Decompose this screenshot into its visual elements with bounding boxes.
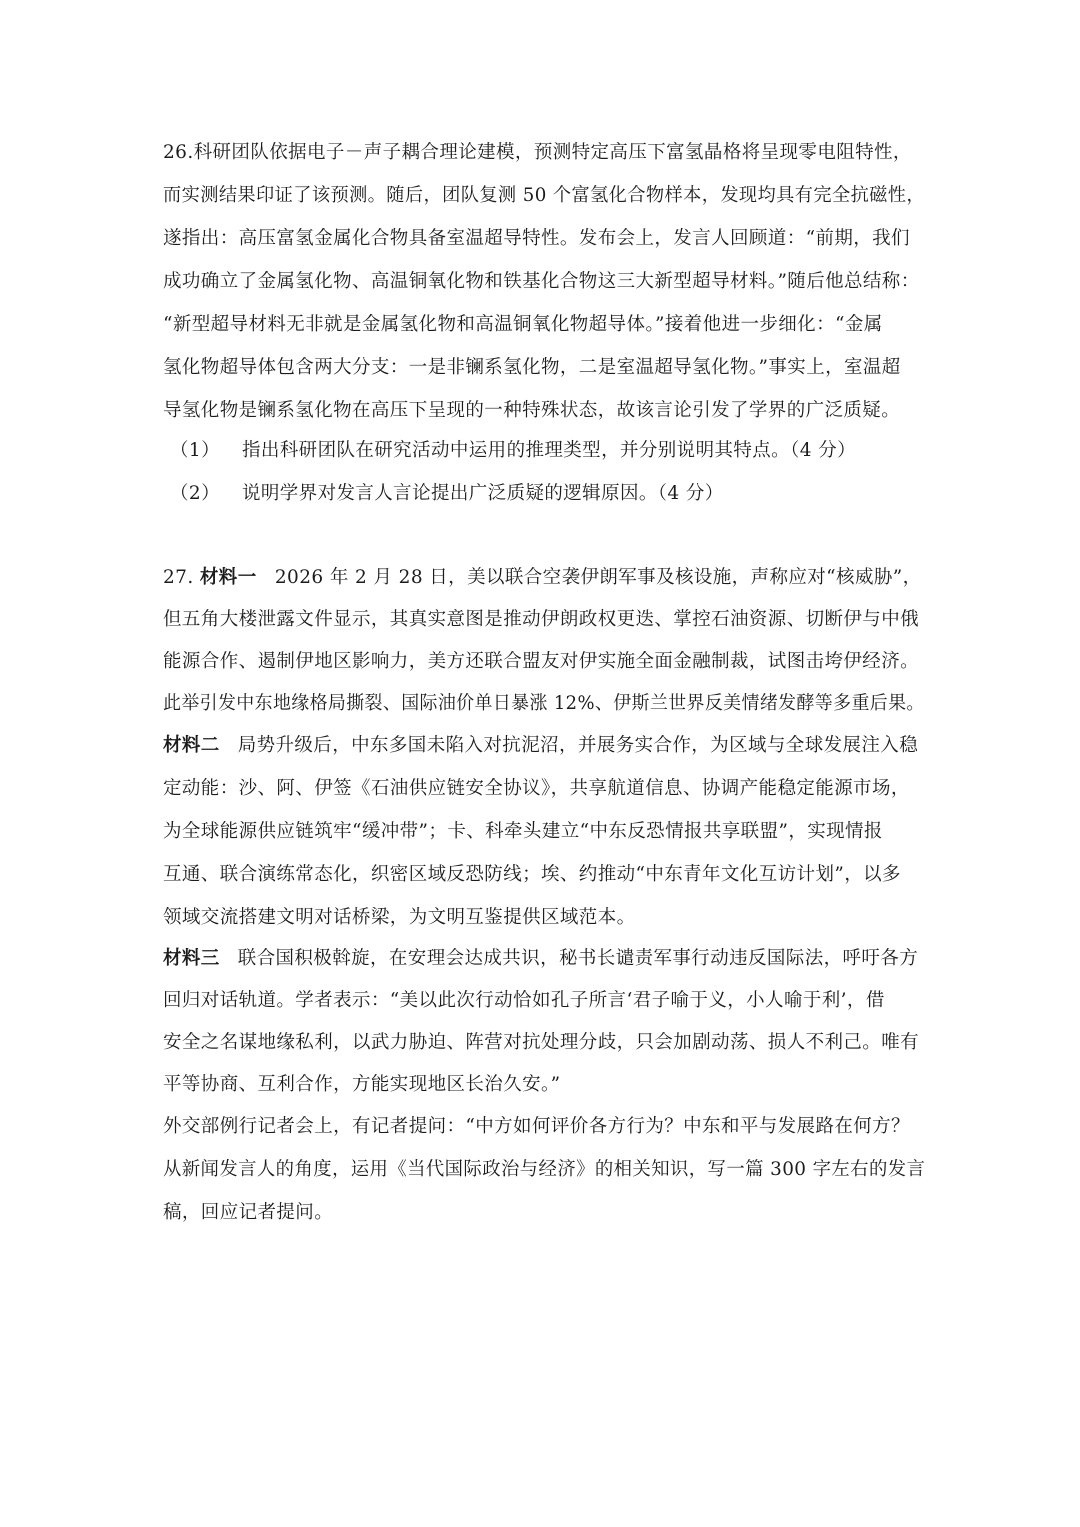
q27-material-2-line-4: 互通、联合演练常态化，织密区域反恐防线；埃、约推动“中东青年文化互访计划”，以多 (163, 864, 901, 885)
q26-line-2: 而实测结果印证了该预测。随后，团队复测 50 个富氢化合物样本，发现均具有完全抗磁性， (163, 185, 926, 206)
sub-question-number: （1） (170, 440, 220, 461)
material-2-text: 局势升级后，中东多国未陷入对抗泥沼，并展务实合作，为区域与全球发展注入稳 (237, 735, 919, 756)
q27-task-line-1: 外交部例行记者会上，有记者提问：“中方如何评价各方行为？中东和平与发展路在何方？ (163, 1116, 910, 1137)
q27-task-line-3: 稿，回应记者提问。 (163, 1202, 334, 1223)
q26-line-5: “新型超导材料无非就是金属氢化物和高温铜氧化物超导体。”接着他进一步细化：“金属 (163, 314, 883, 335)
q27-material-2-line-2: 定动能：沙、阿、伊签《石油供应链安全协议》，共享航道信息、协调产能稳定能源市场， (163, 778, 910, 799)
material-1-text: 2026 年 2 月 28 日，美以联合空袭伊朗军事及核设施，声称应对“核威胁”， (274, 567, 922, 588)
q27-material-1-line-4: 此举引发中东地缘格局撕裂、国际油价单日暴涨 12%、伊斯兰世界反美情绪发酵等多重后果。 (163, 693, 925, 714)
q26-line-7: 导氢化物是镧系氢化物在高压下呈现的一种特殊状态，故该言论引发了学界的广泛质疑。 (163, 400, 901, 421)
q27-material-3-line-1 (163, 944, 923, 974)
q26-line-3: 遂指出：高压富氢金属化合物具备室温超导特性。发布会上，发言人回顾道：“前期，我们 (163, 228, 910, 249)
q27-material-1-line-1 (163, 563, 923, 593)
q26-sub-question-1 (170, 436, 930, 466)
q27-material-2-line-5: 领域交流搭建文明对话桥梁，为文明互鉴提供区域范本。 (163, 907, 636, 928)
q27-task-line-2: 从新闻发言人的角度，运用《当代国际政治与经济》的相关知识，写一篇 300 字左右的发言 (163, 1159, 926, 1180)
material-3-label: 材料三 (163, 948, 220, 969)
q27-material-1-line-2: 但五角大楼泄露文件显示，其真实意图是推动伊朗政权更迭、掌控石油资源、切断伊与中俄 (163, 609, 920, 630)
q26-line-4: 成功确立了金属氢化物、高温铜氧化物和铁基化合物这三大新型超导材料。”随后他总结称： (163, 271, 920, 292)
q27-material-3-line-2: 回归对话轨道。学者表示：“美以此次行动恰如孔子所言‘君子喻于义，小人喻于利’，借 (163, 990, 885, 1011)
q27-material-3-line-4: 平等协商、互利合作，方能实现地区长治久安。” (163, 1074, 561, 1095)
q27-material-3-line-3: 安全之名谋地缘私利，以武力胁迫、阵营对抗处理分歧，只会加剧动荡、损人不利己。唯有 (163, 1032, 920, 1053)
sub-question-text: 说明学界对发言人言论提出广泛质疑的逻辑原因。（4 分） (241, 483, 724, 504)
question-number: 27. (163, 567, 194, 588)
q26-line-1: 26.科研团队依据电子－声子耦合理论建模，预测特定高压下富氢晶格将呈现零电阻特性， (163, 142, 912, 163)
q26-sub-question-2 (170, 479, 930, 509)
sub-question-text: 指出科研团队在研究活动中运用的推理类型，并分别说明其特点。（4 分） (241, 440, 856, 461)
q26-line-6: 氢化物超导体包含两大分支：一是非镧系氢化物，二是室温超导氢化物。”事实上，室温超 (163, 357, 901, 378)
material-2-label: 材料二 (163, 735, 220, 756)
q27-material-2-line-3: 为全球能源供应链筑牢“缓冲带”；卡、科牵头建立“中东反恐情报共享联盟”，实现情报 (163, 821, 883, 842)
sub-question-number: （2） (170, 483, 220, 504)
material-1-label: 材料一 (199, 567, 257, 588)
material-3-text: 联合国积极斡旋，在安理会达成共识，秘书长谴责军事行动违反国际法，呼吁各方 (237, 948, 919, 969)
q27-material-2-line-1 (163, 731, 923, 761)
q27-material-1-line-3: 能源合作、遏制伊地区影响力，美方还联合盟友对伊实施全面金融制裁，试图击垮伊经济。 (163, 651, 920, 672)
